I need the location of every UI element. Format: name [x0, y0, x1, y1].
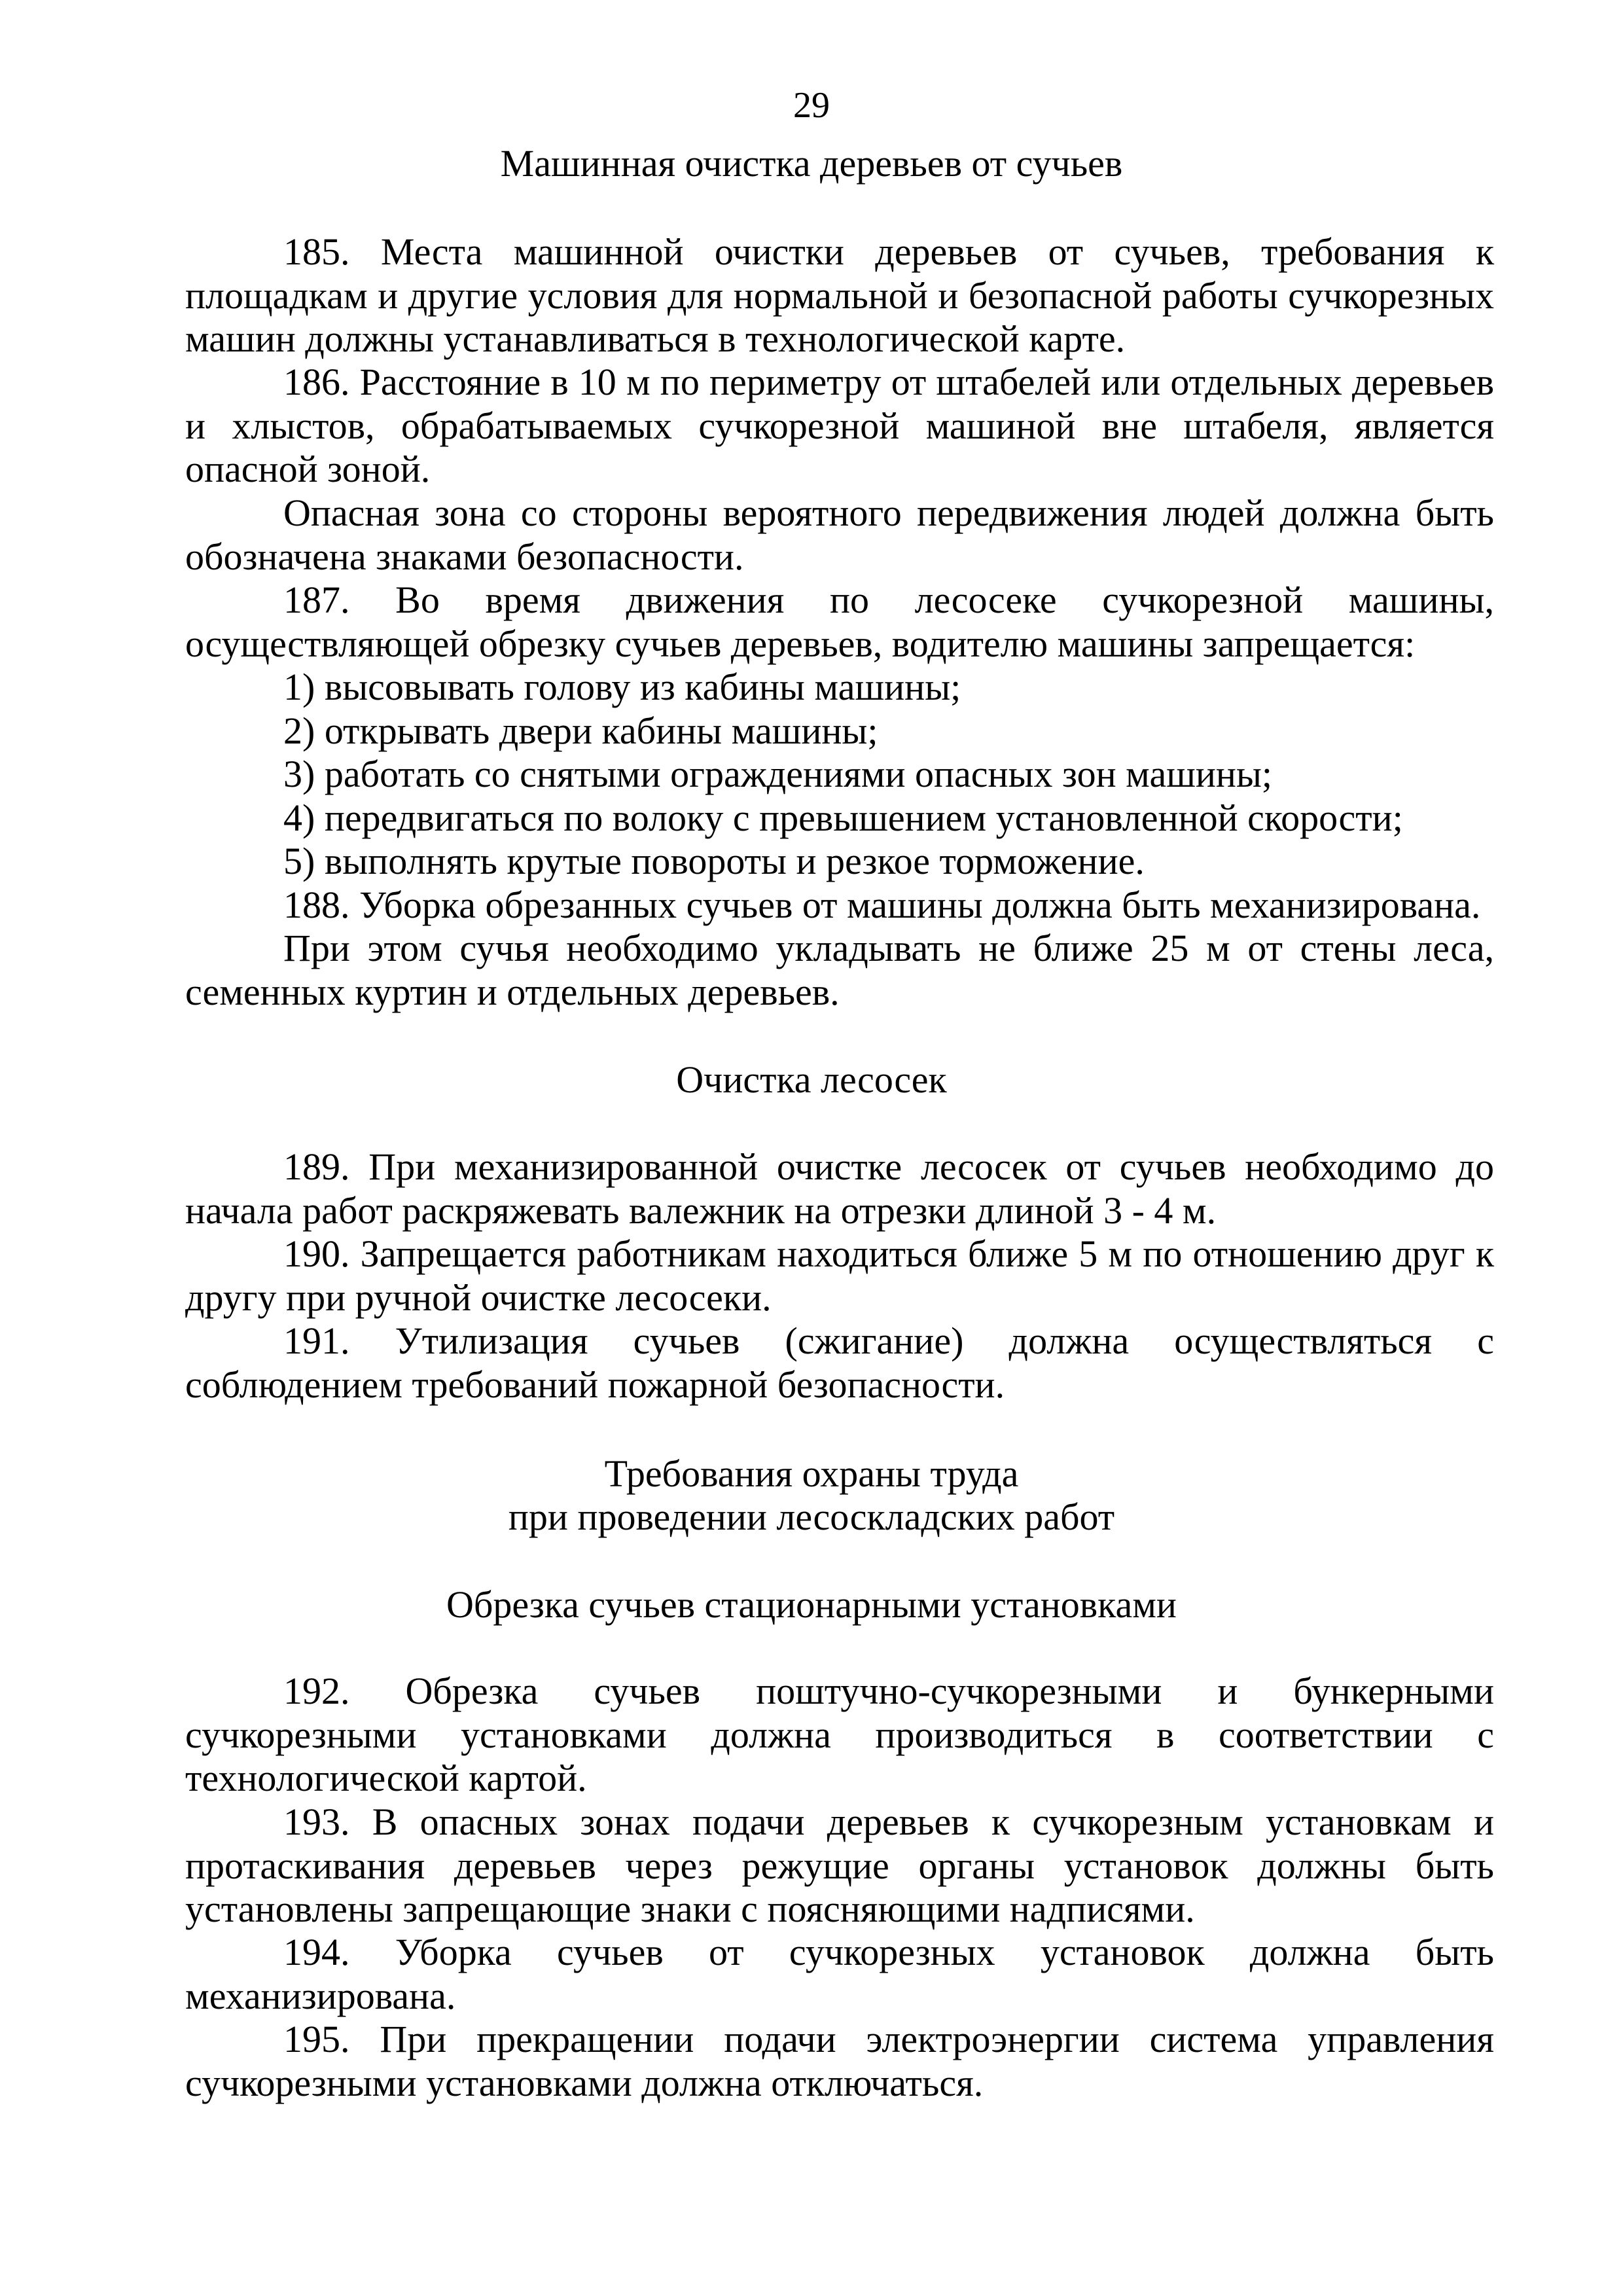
section-title-cutting-area-cleaning: Очистка лесосек — [676, 1058, 947, 1101]
list-item-187-3: 3) работать со снятыми ограждениями опасных зон машины; — [283, 753, 1273, 795]
paragraph-191: 191. Утилизация сучьев (сжигание) должна осуществляться с соблюдением требований пожарной безопасности. — [185, 1319, 1494, 1406]
section-title-labor-safety-line-1: Требования охраны труда — [604, 1452, 1019, 1495]
section-title-machine-delimbing: Машинная очистка деревьев от сучьев — [500, 142, 1123, 185]
list-item-187-4: 4) передвигаться по волоку с превышением установленной скорости; — [283, 797, 1403, 839]
paragraph-186: 186. Расстояние в 10 м по периметру от штабелей или отдельных деревьев и хлыстов, обрабатываемых сучкорезной машиной вне штабеля, является опасной зоной. — [185, 361, 1494, 490]
list-item-187-1: 1) высовывать голову из кабины машины; — [283, 666, 961, 708]
paragraph-185: 185. Места машинной очистки деревьев от сучьев, требования к площадкам и другие условия для нормальной и безопасной работы сучкорезных машин должны устанавливаться в технологической карте. — [185, 230, 1494, 360]
paragraph-188: 188. Уборка обрезанных сучьев от машины должна быть механизирована. — [283, 884, 1481, 926]
page-number: 29 — [793, 85, 830, 126]
paragraph-195: 195. При прекращении подачи электроэнергии система управления сучкорезными установками должна отключаться. — [185, 2018, 1494, 2104]
section-title-labor-safety-line-2: при проведении лесоскладских работ — [508, 1496, 1115, 1538]
paragraph-189: 189. При механизированной очистке лесосек от сучьев необходимо до начала работ раскряжевать валежник на отрезки длиной 3 - 4 м. — [185, 1145, 1494, 1232]
list-item-187-5: 5) выполнять крутые повороты и резкое торможение. — [283, 840, 1145, 882]
list-item-187-2: 2) открывать двери кабины машины; — [283, 709, 878, 752]
paragraph-193: 193. В опасных зонах подачи деревьев к сучкорезным установкам и протаскивания деревьев через режущие органы установок должны быть установлены запрещающие знаки с поясняющими надписями. — [185, 1801, 1494, 1930]
paragraph-187: 187. Во время движения по лесосеке сучкорезной машины, осуществляющей обрезку сучьев деревьев, водителю машины запрещается: — [185, 579, 1494, 665]
paragraph-190: 190. Запрещается работникам находиться ближе 5 м по отношению друг к другу при ручной очистке лесосеки. — [185, 1232, 1494, 1319]
paragraph-192: 192. Обрезка сучьев поштучно-сучкорезными и бункерными сучкорезными установками должна производиться в соответствии с технологической картой. — [185, 1670, 1494, 1799]
paragraph-188-branches: При этом сучья необходимо укладывать не ближе 25 м от стены леса, семенных куртин и отдельных деревьев. — [185, 927, 1494, 1013]
paragraph-186-danger-zone: Опасная зона со стороны вероятного передвижения людей должна быть обозначена знаками безопасности. — [185, 492, 1494, 578]
paragraph-194: 194. Уборка сучьев от сучкорезных установок должна быть механизирована. — [185, 1931, 1494, 2017]
section-title-stationary-delimbing: Обрезка сучьев стационарными установками — [446, 1583, 1177, 1626]
